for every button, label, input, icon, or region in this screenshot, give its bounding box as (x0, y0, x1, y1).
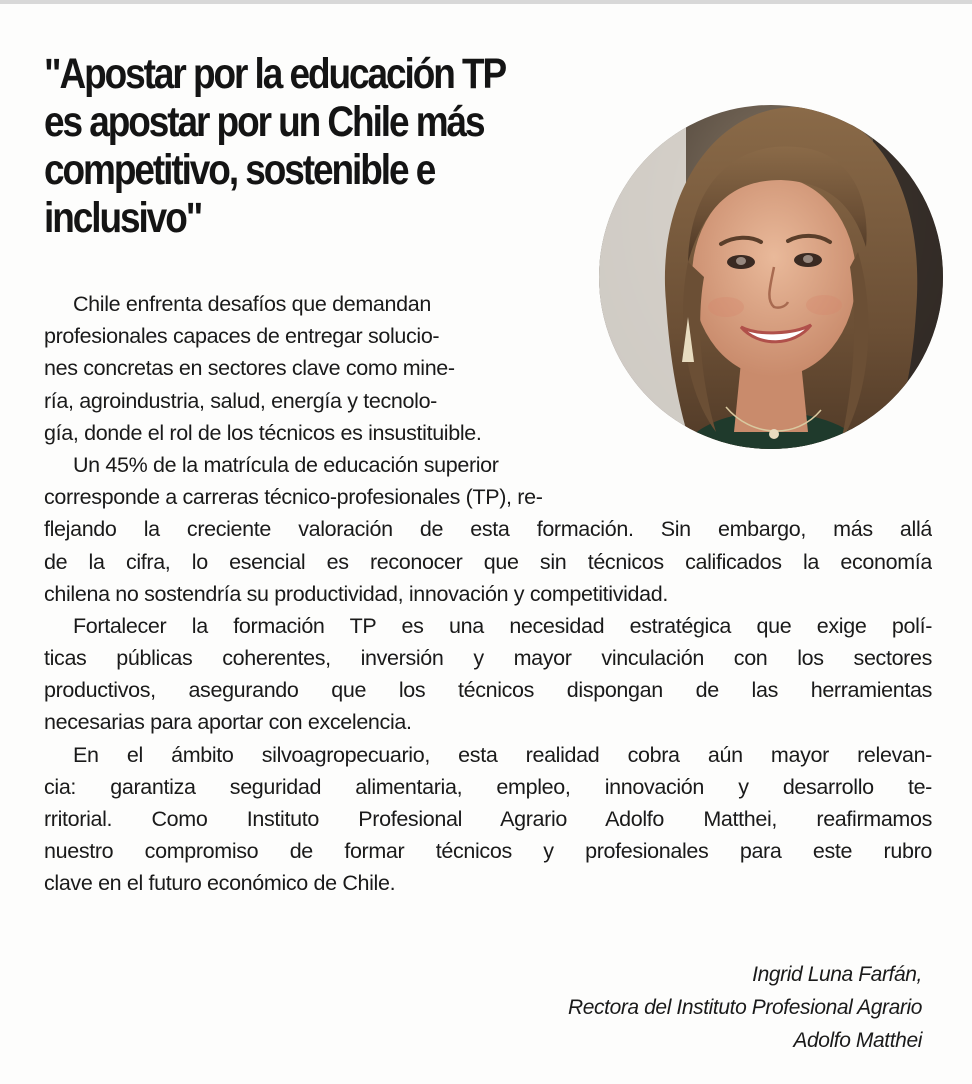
body-line: Un 45% de la matrícula de educación superior (73, 452, 499, 477)
signature (568, 958, 922, 1057)
body-line: corresponde a carreras técnico-profesionales (TP), re- (44, 485, 543, 510)
body-line: gía, donde el rol de los técnicos es insustituible. (44, 420, 482, 445)
body-line: ría, agroindustria, salud, energía y tecnolo- (44, 388, 437, 413)
headline-line: inclusivo" (44, 194, 202, 242)
body-line: Chile enfrenta desafíos que demandan (73, 292, 431, 316)
body-line: nes concretas en sectores clave como mine- (44, 356, 455, 381)
headline-line: "Apostar por la educación TP (44, 50, 506, 98)
top-rule (0, 0, 972, 4)
body-line: En el ámbito silvoagropecuario, esta realidad cobra aún mayor relevan- (73, 742, 932, 767)
body-line: chilena no sostendría su productividad, innovación y competitividad. (44, 581, 668, 606)
body-line: profesionales capaces de entregar solucio- (44, 324, 440, 349)
author-title: Rectora del Instituto Profesional Agrario (567, 996, 922, 1019)
article-body (44, 288, 932, 900)
body-line: necesarias para aportar con excelencia. (44, 710, 412, 735)
body-line: nuestro compromiso de formar técnicos y profesionales para este rubro (44, 839, 932, 864)
body-line: clave en el futuro económico de Chile. (44, 871, 396, 896)
body-line: ticas públicas coherentes, inversión y mayor vinculación con los sectores (44, 646, 932, 671)
author-name: Ingrid Luna Farfán, (752, 963, 922, 986)
body-line: rritorial. Como Instituto Profesional Agrario Adolfo Matthei, reafirmamos (44, 807, 932, 831)
body-line: cia: garantiza seguridad alimentaria, empleo, innovación y desarrollo te- (44, 774, 932, 799)
body-line: flejando la creciente valoración de esta formación. Sin embargo, más allá (44, 517, 932, 542)
body-line: productivos, asegurando que los técnicos dispongan de las herramientas (44, 678, 932, 703)
body-line: de la cifra, lo esencial es reconocer que sin técnicos calificados la economía (44, 549, 932, 574)
headline-line: competitivo, sostenible e (44, 146, 435, 194)
body-line: Fortalecer la formación TP es una necesidad estratégica que exige polí- (73, 613, 932, 638)
headline-line: es apostar por un Chile más (44, 98, 484, 146)
headline (44, 50, 526, 242)
author-institution: Adolfo Matthei (793, 1029, 922, 1052)
